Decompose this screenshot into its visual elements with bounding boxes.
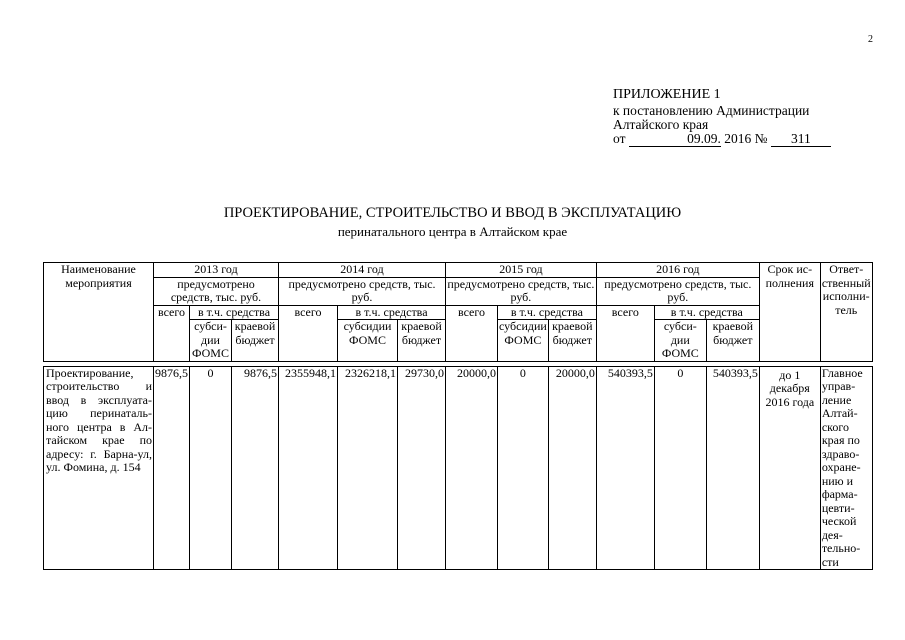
responsible-line: ление — [821, 392, 852, 407]
header-regional-2013: краевой бюджет — [232, 320, 279, 362]
header-row-funds — [44, 277, 873, 305]
responsible-line: Главное — [821, 366, 863, 380]
funding-table — [43, 262, 873, 570]
annex-date-line — [613, 132, 831, 147]
header-incl-2016: в т.ч. средства — [654, 305, 759, 320]
page-number: 2 — [868, 34, 873, 45]
responsible-line: ского — [821, 419, 849, 434]
header-year-2014: 2014 год — [279, 263, 446, 278]
header-deadline: Срок ис-полнения — [759, 263, 820, 362]
responsible-line: охране- — [821, 460, 861, 474]
row-2016-regional: 540393,5 — [706, 366, 759, 570]
header-regional-2014: краевой бюджет — [398, 320, 446, 362]
responsible-line: дея- — [821, 527, 843, 542]
responsible-line: управ- — [821, 379, 856, 393]
responsible-line: нию и — [821, 473, 854, 488]
responsible-line: Алтай- — [821, 406, 858, 420]
header-total-2016: всего — [596, 305, 654, 361]
header-subsidy-2013: субси-дии ФОМС — [190, 320, 232, 362]
responsible-line: здраво- — [821, 446, 860, 461]
header-funds-2014: предусмотрено средств, тыс. руб. — [279, 277, 446, 305]
responsible-line: ческой — [821, 514, 857, 528]
header-subsidy-2016: субси-дии ФОМС — [654, 320, 706, 362]
row-2016-total: 540393,5 — [596, 366, 654, 570]
row-2013-subsidy: 0 — [190, 366, 232, 570]
row-2013-regional: 9876,5 — [232, 366, 279, 570]
row-responsible — [820, 366, 872, 570]
annex-date-prefix: от — [613, 131, 626, 146]
annex-date-year: 2016 № — [724, 131, 768, 146]
header-subsidy-2015: субсидии ФОМС — [498, 320, 549, 362]
table-row — [44, 366, 873, 570]
annex-line-2: Алтайского края — [613, 117, 709, 132]
header-funds-2016: предусмотрено средств, тыс. руб. — [596, 277, 759, 305]
responsible-line: фарма- — [821, 487, 858, 501]
annex-number: 311 — [771, 132, 831, 147]
header-funds-2013: предусмотрено средств, тыс. руб. — [154, 277, 279, 305]
row-2015-total: 20000,0 — [446, 366, 498, 570]
row-2014-total: 2355948,1 — [279, 366, 338, 570]
header-incl-2013: в т.ч. средства — [190, 305, 279, 320]
row-deadline: до 1 декабря 2016 года — [759, 366, 820, 570]
header-total-2015: всего — [446, 305, 498, 361]
responsible-line: тельно- — [821, 541, 861, 555]
header-incl-2014: в т.ч. средства — [338, 305, 446, 320]
row-name: Проектирование, строительство и ввод в эксплуата-цию перинаталь-ного центра в Ал-тайском крае по адресу: г. Барна-ул, ул. Фомина, д. 154 — [44, 366, 154, 570]
annex-block — [613, 88, 831, 147]
header-row-total — [44, 305, 873, 320]
header-total-2014: всего — [279, 305, 338, 361]
header-year-2013: 2013 год — [154, 263, 279, 278]
header-row-years — [44, 263, 873, 278]
row-2013-total: 9876,5 — [154, 366, 190, 570]
row-2014-subsidy: 2326218,1 — [338, 366, 398, 570]
annex-title: ПРИЛОЖЕНИЕ 1 — [613, 87, 721, 102]
annex-line-1: к постановлению Администрации — [613, 103, 810, 118]
header-funds-2015: предусмотрено средств, тыс. руб. — [447, 277, 595, 304]
header-incl-2015: в т.ч. средства — [498, 305, 597, 320]
header-total-2013: всего — [154, 305, 190, 361]
row-2015-regional: 20000,0 — [548, 366, 596, 570]
header-name: Наименование мероприятия — [44, 263, 154, 362]
header-responsible: Ответ-ственный исполни-тель — [820, 263, 872, 362]
header-year-2016: 2016 год — [596, 263, 759, 278]
header-year-2015: 2015 год — [446, 263, 597, 278]
responsible-line: цевти- — [821, 500, 855, 515]
row-2015-subsidy: 0 — [498, 366, 549, 570]
header-subsidy-2014: субсидии ФОМС — [338, 320, 398, 362]
row-2016-subsidy: 0 — [654, 366, 706, 570]
annex-date-value: 09.09. — [629, 132, 721, 147]
row-2014-regional: 29730,0 — [398, 366, 446, 570]
responsible-line: края по — [821, 433, 860, 447]
header-regional-2016: краевой бюджет — [706, 320, 759, 362]
header-regional-2015: краевой бюджет — [548, 320, 596, 362]
document-title: ПРОЕКТИРОВАНИЕ, СТРОИТЕЛЬСТВО И ВВОД В ЭКСПЛУАТАЦИЮ — [223, 205, 682, 221]
responsible-line: сти — [821, 554, 839, 569]
document-subtitle: перинатального центра в Алтайском крае — [337, 224, 568, 239]
